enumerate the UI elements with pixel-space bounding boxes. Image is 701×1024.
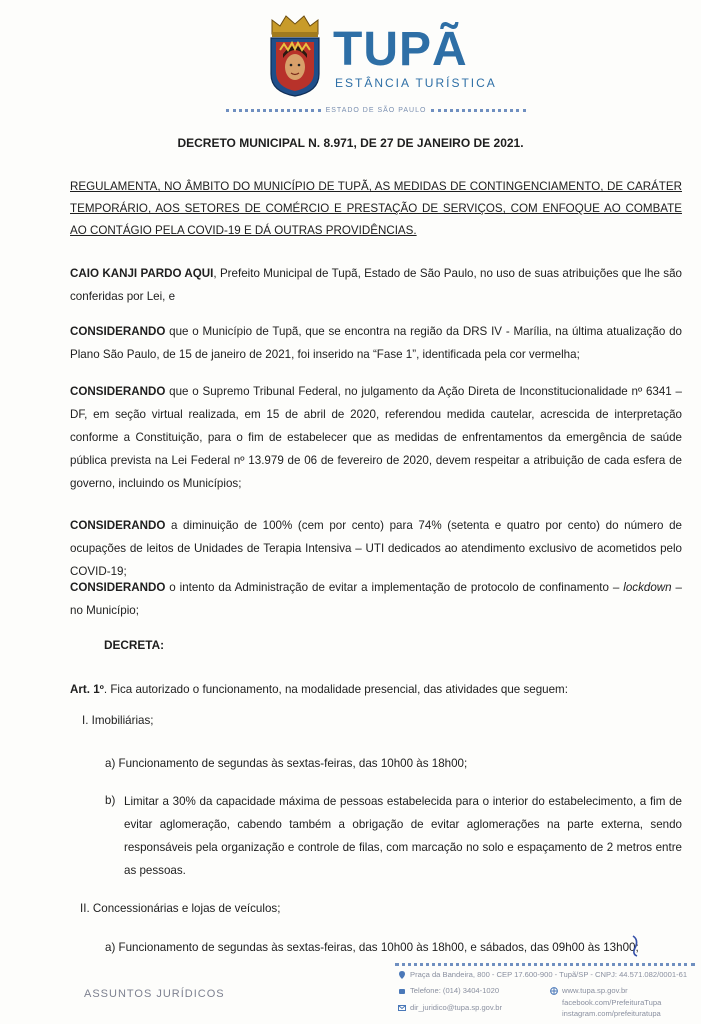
lockdown-term: lockdown — [623, 581, 672, 594]
footer-phone — [398, 986, 499, 995]
item-i-b-label: b) — [105, 794, 116, 807]
globe-icon — [550, 987, 558, 995]
decree-subject: REGULAMENTA, NO ÂMBITO DO MUNICÍPIO DE TUPÃ, AS MEDIDAS DE CONTINGENCIAMENTO, DE CARÁTER TEMPORÁRIO, AOS SETORES DE COMÉRCIO E PRESTAÇÃO DE SERVIÇOS, COM ENFOQUE AO COMBATE AO CONTÁGIO PELA COVID-19 E DÁ OUTRAS PROVIDÊNCIAS. — [70, 180, 682, 237]
preamble-text: , Prefeito Municipal de Tupã, Estado de São Paulo, no uso de suas atribuições que lhe são conferidas por Lei, e — [70, 267, 682, 303]
item-ii: II. Concessionárias e lojas de veículos; — [80, 902, 281, 915]
considerando-paragraph-4 — [70, 576, 682, 622]
considerando-label: CONSIDERANDO — [70, 325, 166, 338]
handwritten-initial-icon — [627, 934, 643, 958]
footer-facebook — [562, 998, 661, 1007]
article-1-text: . Fica autorizado o funcionamento, na modalidade presencial, das atividades que seguem: — [103, 683, 568, 696]
instagram-text: instagram.com/prefeituratupa — [562, 1009, 661, 1018]
dotted-divider — [226, 109, 321, 112]
considerando-label: CONSIDERANDO — [70, 519, 166, 532]
footer-divider — [395, 963, 695, 966]
brand-logo — [333, 23, 497, 90]
mayor-name: CAIO KANJI PARDO AQUI — [70, 267, 214, 280]
state-banner — [226, 104, 526, 116]
brand-name: TUPÃ — [333, 23, 468, 76]
item-i: I. Imobiliárias; — [82, 714, 154, 727]
item-ii-a: a) Funcionamento de segundas às sextas-feiras, das 10h00 às 18h00, e sábados, das 09h00 às 13h00; — [105, 941, 639, 954]
municipal-crest-icon — [266, 12, 324, 98]
considerando-paragraph-1 — [70, 320, 682, 366]
dotted-divider — [431, 109, 526, 112]
considerando-text-4b: – no Município; — [70, 581, 683, 617]
considerando-paragraph-2 — [70, 380, 682, 495]
considerando-paragraph-3 — [70, 514, 682, 583]
address-text: Praça da Bandeira, 800 - CEP 17.600-900 - Tupã/SP - CNPJ: 44.571.082/0001-61 — [410, 970, 688, 979]
email-icon — [398, 1004, 406, 1012]
considerando-label: CONSIDERANDO — [70, 581, 166, 594]
footer-address — [398, 970, 687, 979]
email-text: dir_juridico@tupa.sp.gov.br — [410, 1003, 502, 1012]
item-i-a: a) Funcionamento de segundas às sextas-feiras, das 10h00 às 18h00; — [105, 757, 468, 770]
website-text: www.tupa.sp.gov.br — [562, 986, 628, 995]
preamble-paragraph — [70, 262, 682, 308]
article-1 — [70, 678, 682, 701]
decreta-heading: DECRETA: — [104, 638, 165, 652]
considerando-label: CONSIDERANDO — [70, 385, 166, 398]
phone-text: Telefone: (014) 3404-1020 — [410, 986, 500, 995]
considerando-text-2: que o Supremo Tribunal Federal, no julgamento da Ação Direta de Inconstitucionalidade nº 6341 – DF, em seção virtual realizada, em 15 de abril de 2020, referendou medida cautelar, acrescida de interpretação conforme a Constituição, para o fim de estabelecer que as medidas de enfrentamentos da emergência de saúde pública prevista na Lei Federal nº 13.979 de 06 de fevereiro de 2020, devem respeitar a atribuição de cada esfera de governo, incluindo os Municípios; — [70, 385, 682, 490]
article-1-label: Art. 1º — [70, 683, 104, 696]
location-pin-icon — [398, 971, 406, 979]
department-label: ASSUNTOS JURÍDICOS — [84, 988, 225, 1000]
item-i-b: Limitar a 30% da capacidade máxima de pessoas estabelecida para o interior do estabelecimento, a fim de evitar aglomeração, cabendo também a obrigação de evitar aglomerações na parte externa, sendo responsáveis pela organização e controle de filas, com marcação no solo e espaçamento de 2 metros entre as pessoas. — [124, 795, 682, 877]
footer-email — [398, 1003, 502, 1012]
phone-icon — [398, 987, 406, 995]
facebook-text: facebook.com/PrefeituraTupa — [562, 998, 662, 1007]
state-label: ESTADO DE SÃO PAULO — [325, 106, 427, 114]
decree-title: DECRETO MUNICIPAL N. 8.971, DE 27 DE JANEIRO DE 2021. — [177, 136, 524, 150]
considerando-text-3: a diminuição de 100% (cem por cento) para 74% (setenta e quatro por cento) do número de ocupações de leitos de Unidades de Terapia Intensiva – UTI dedicados ao atendimento exclusivo de acometidos pelo COVID-19; — [70, 519, 682, 578]
considerando-text-4a: o intento da Administração de evitar a implementação de protocolo de confinamento – — [165, 581, 624, 594]
brand-subtitle: ESTÂNCIA TURÍSTICA — [335, 76, 497, 90]
footer-instagram — [562, 1009, 661, 1018]
footer-website — [550, 986, 628, 995]
considerando-text-1: que o Município de Tupã, que se encontra na região da DRS IV - Marília, na última atualização do Plano São Paulo, de 15 de janeiro de 2021, foi inserido na “Fase 1”, identificada pela cor vermelha; — [70, 325, 682, 361]
